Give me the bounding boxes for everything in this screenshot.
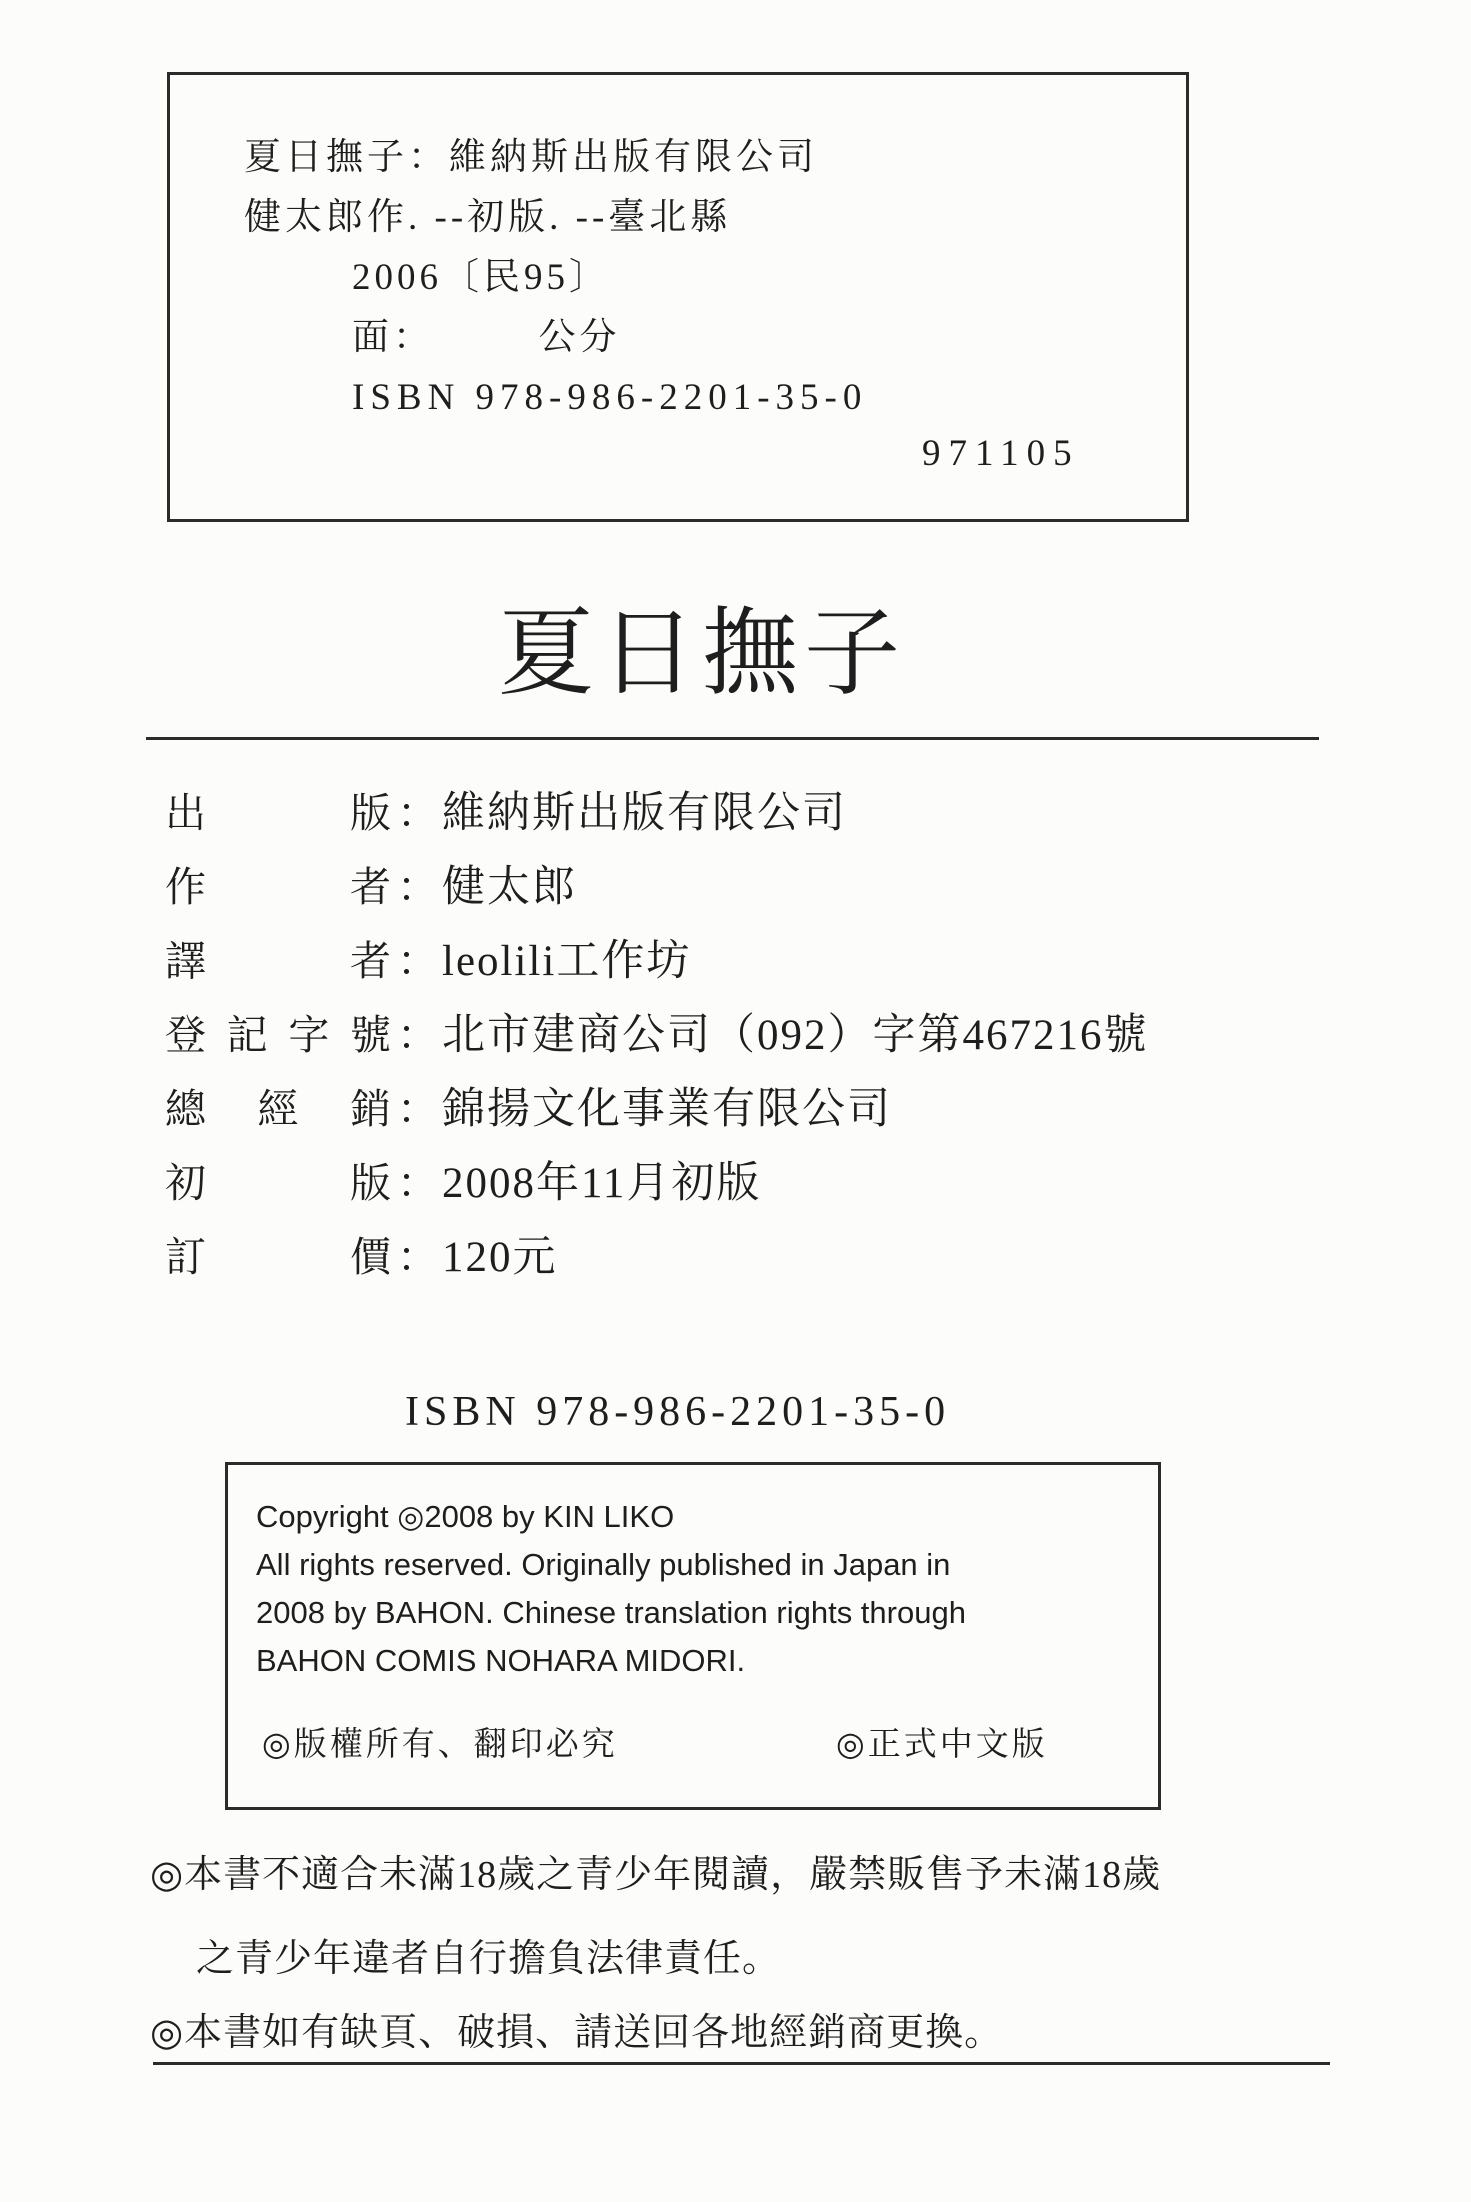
official-chinese-edition-note: ◎正式中文版 bbox=[836, 1727, 1048, 1763]
row-value: 北市建商公司（092）字第467216號 bbox=[442, 1011, 1149, 1059]
cip-catalog-number: 971105 bbox=[922, 433, 1080, 474]
row-label: 作者 bbox=[165, 863, 391, 910]
cip-record-box bbox=[167, 72, 1189, 522]
bottom-divider-line bbox=[153, 2062, 1330, 2065]
cip-author-edition: 健太郎作. --初版. --臺北縣 bbox=[244, 197, 732, 238]
row-value: 錦揚文化事業有限公司 bbox=[442, 1085, 892, 1133]
rights-reserved-note: ◎版權所有、翻印必究 bbox=[262, 1727, 618, 1763]
table-row-author bbox=[165, 846, 1265, 920]
table-row-translator bbox=[165, 920, 1265, 994]
table-row-registration bbox=[165, 994, 1265, 1068]
row-label: 登記字號 bbox=[165, 1011, 391, 1058]
row-colon: ： bbox=[397, 863, 438, 910]
isbn-line: ISBN 978-986-2201-35-0 bbox=[405, 1389, 951, 1435]
row-label: 譯者 bbox=[165, 937, 391, 984]
cip-isbn: ISBN 978-986-2201-35-0 bbox=[352, 377, 868, 418]
copyright-box bbox=[225, 1462, 1161, 1810]
page-title: 夏日撫子 bbox=[498, 600, 906, 707]
row-value: 健太郎 bbox=[442, 863, 577, 911]
row-colon: ： bbox=[397, 1085, 438, 1132]
copyright-line: All rights reserved. Originally published in Japan in bbox=[256, 1547, 951, 1582]
row-value: 2008年11月初版 bbox=[442, 1159, 762, 1207]
cip-dimensions: 面： 公分 bbox=[352, 317, 621, 358]
row-colon: ： bbox=[397, 1233, 438, 1280]
row-value: 120元 bbox=[442, 1233, 558, 1281]
damaged-copy-replacement-notice: ◎本書如有缺頁、破損、請送回各地經銷商更換。 bbox=[150, 2012, 1004, 2054]
row-label: 總經銷 bbox=[165, 1085, 391, 1132]
row-value: 維納斯出版有限公司 bbox=[442, 789, 847, 837]
row-colon: ： bbox=[397, 789, 438, 836]
row-colon: ： bbox=[397, 937, 438, 984]
row-label: 初版 bbox=[165, 1159, 391, 1206]
copyright-line: BAHON COMIS NOHARA MIDORI. bbox=[256, 1643, 746, 1678]
table-row-distributor bbox=[165, 1068, 1265, 1142]
copyright-line: 2008 by BAHON. Chinese translation rights through bbox=[256, 1595, 966, 1630]
table-row-publisher bbox=[165, 772, 1265, 846]
cip-year: 2006〔民95〕 bbox=[352, 257, 610, 298]
table-row-price bbox=[165, 1216, 1265, 1290]
row-label: 訂價 bbox=[165, 1233, 391, 1280]
row-colon: ： bbox=[397, 1159, 438, 1206]
age-restriction-notice-line1: ◎本書不適合未滿18歲之青少年閱讀，嚴禁販售予未滿18歲 bbox=[150, 1854, 1162, 1896]
row-value: leolili工作坊 bbox=[442, 937, 692, 985]
table-row-first-edition bbox=[165, 1142, 1265, 1216]
row-label: 出版 bbox=[165, 789, 391, 836]
colophon-table bbox=[165, 772, 1265, 1290]
age-restriction-notice-line2: 之青少年違者自行擔負法律責任。 bbox=[196, 1938, 782, 1980]
cip-title-publisher: 夏日撫子：維納斯出版有限公司 bbox=[244, 137, 818, 178]
copyright-line: Copyright ◎2008 by KIN LIKO bbox=[256, 1499, 675, 1534]
row-colon: ： bbox=[397, 1011, 438, 1058]
title-divider-line bbox=[146, 737, 1319, 740]
